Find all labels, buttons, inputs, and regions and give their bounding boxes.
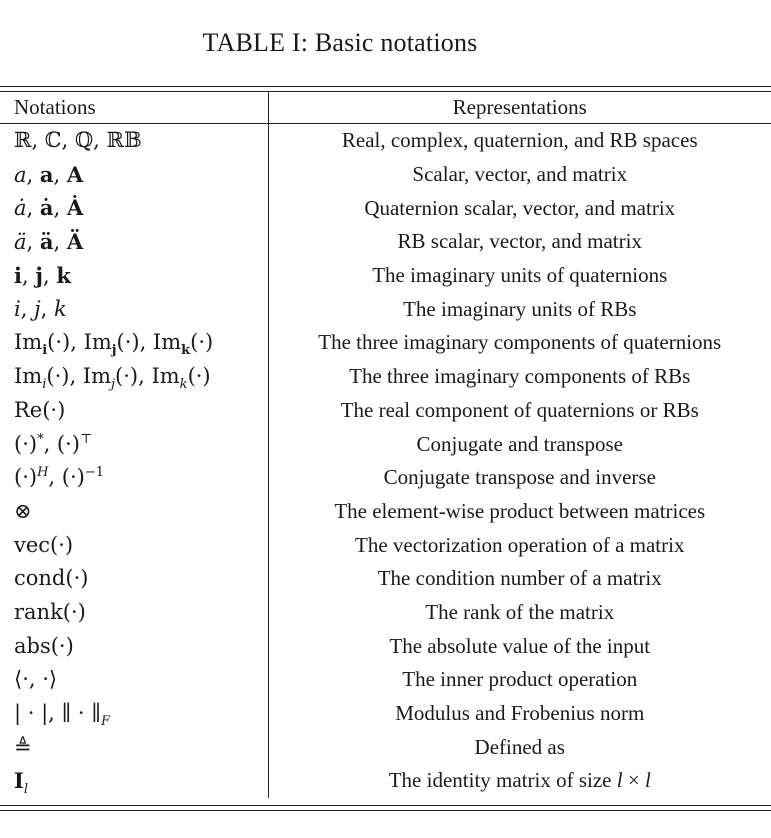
notation-cell: $(\cdot)^H$, $(\cdot)^{-1}$	[0, 461, 268, 495]
table-row	[0, 158, 771, 192]
representation-cell: Scalar, vector, and matrix	[412, 162, 628, 187]
representation-cell: The three imaginary components of RBs	[349, 364, 691, 389]
bottom-rule	[0, 805, 771, 806]
representation-cell: The rank of the matrix	[425, 599, 615, 624]
notation-cell: rank(·)	[0, 596, 268, 630]
table-row	[0, 629, 771, 663]
table-row	[0, 764, 771, 798]
bottom-rule-outer	[0, 810, 771, 811]
notation-cell: ℝ, ℂ, ℚ, ℝ𝔹	[0, 124, 268, 158]
table-row	[0, 596, 771, 630]
representation-cell: The three imaginary components of quaternions	[318, 330, 722, 355]
representation-cell: The condition number of a matrix	[377, 566, 662, 591]
table-row	[0, 124, 771, 158]
table-row	[0, 292, 771, 326]
notation-cell: $I_l$	[0, 764, 268, 798]
representation-cell: Quaternion scalar, vector, and matrix	[364, 195, 676, 220]
table-row	[0, 663, 771, 697]
table-row	[0, 730, 771, 764]
notation-cell: $Im_i(\cdot)$, $Im_j(\cdot)$, $Im_k(\cdot)$	[0, 326, 268, 360]
notation-cell: | · |, ∥ · $\parallel_F$	[0, 697, 268, 731]
notation-cell: Re(·)	[0, 394, 268, 428]
representation-cell: Modulus and Frobenius norm	[395, 701, 645, 726]
table-header-row	[0, 92, 771, 124]
top-rule	[0, 86, 771, 87]
notation-cell: cond(·)	[0, 562, 268, 596]
representation-cell: The vectorization operation of a matrix	[355, 532, 685, 557]
notation-cell: ⟨·, ·⟩	[0, 663, 268, 697]
table-row	[0, 528, 771, 562]
representation-cell: RB scalar, vector, and matrix	[397, 229, 642, 254]
notation-cell: (·)*, (·)⊤	[0, 427, 268, 461]
notation-cell: abs(·)	[0, 629, 268, 663]
notation-cell: ȧ, ȧ, Ȧ	[0, 191, 268, 225]
representation-cell: The inner product operation	[402, 667, 638, 692]
representation-cell: The element-wise product between matrices	[334, 498, 706, 523]
notation-cell: ä, ä, Ä	[0, 225, 268, 259]
notation-cell: i, j, k	[0, 292, 268, 326]
representation-cell: Real, complex, quaternion, and RB spaces	[341, 128, 698, 153]
table-row	[0, 225, 771, 259]
table-row	[0, 461, 771, 495]
representation-cell: Defined as	[474, 734, 565, 759]
representation-cell: The imaginary units of quaternions	[372, 263, 668, 288]
table-row	[0, 394, 771, 428]
notation-cell: vec(·)	[0, 528, 268, 562]
representation-cell: The imaginary units of RBs	[403, 296, 637, 321]
header-notations: Notations	[0, 92, 268, 124]
representation-cell: The absolute value of the input	[389, 633, 651, 658]
notation-cell: i, j, k	[0, 259, 268, 293]
table-caption: TABLE I: Basic notations	[202, 28, 478, 57]
table-row	[0, 697, 771, 731]
table-row	[0, 427, 771, 461]
notations-table	[0, 92, 771, 798]
notation-cell: ⊗	[0, 495, 268, 529]
notation-cell: ≜	[0, 730, 268, 764]
representation-cell: Conjugate transpose and inverse	[383, 465, 656, 490]
table-row	[0, 360, 771, 394]
table-row	[0, 326, 771, 360]
table-row	[0, 562, 771, 596]
table-row	[0, 495, 771, 529]
representation-cell: The identity matrix of size l × l	[388, 768, 651, 793]
representation-cell: Conjugate and transpose	[416, 431, 623, 456]
notation-cell: a, a, A	[0, 158, 268, 192]
table-row	[0, 191, 771, 225]
header-representations: Representations	[268, 92, 771, 124]
representation-cell: The real component of quaternions or RBs	[340, 397, 699, 422]
table-row	[0, 259, 771, 293]
notation-cell: $Im_i(\cdot)$, $Im_j(\cdot)$, $Im_k(\cdot)$	[0, 360, 268, 394]
